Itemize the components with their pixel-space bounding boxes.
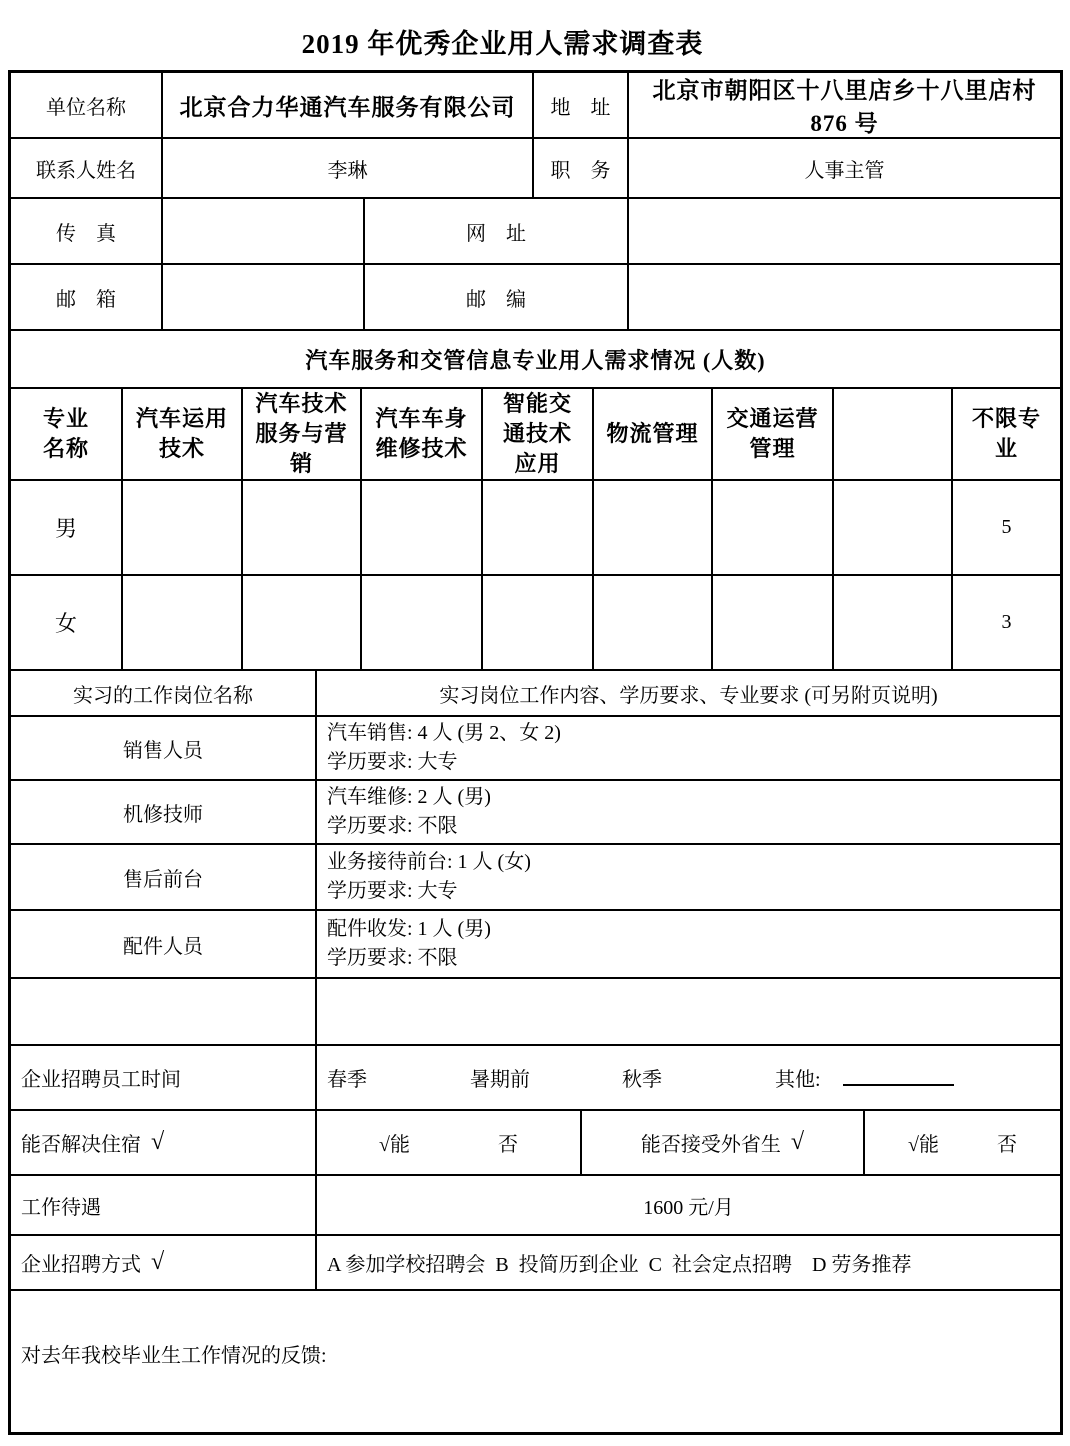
out-of-province-label: 能否接受外省生 <box>640 1134 781 1156</box>
column-header-intelligent-transport: 智能交通技术应用 <box>483 389 594 479</box>
column-header-auto-body-repair: 汽车车身维修技术 <box>362 389 483 479</box>
female-count-cell <box>834 576 953 669</box>
zipcode-label: 邮 编 <box>365 265 629 329</box>
unit-name-label: 单位名称 <box>11 73 163 137</box>
recruit-time-options <box>317 1046 1060 1109</box>
email-label: 邮 箱 <box>11 265 163 329</box>
out-of-province-label-cell <box>582 1111 865 1174</box>
checkmark-icon: √ <box>151 1249 165 1275</box>
internship-detail-line1: 业务接待前台: 1 人 (女) <box>327 851 531 873</box>
job-title-value: 人事主管 <box>804 159 885 182</box>
table-row <box>11 389 1060 481</box>
male-count-cell <box>483 481 594 574</box>
internship-row <box>11 781 1060 845</box>
page-title: 2019 年优秀企业用人需求调查表 <box>301 29 704 59</box>
column-header-auto-service-marketing: 汽车技术服务与营销 <box>243 389 362 479</box>
column-header-transport-operation: 交通运营管理 <box>713 389 834 479</box>
email-field <box>163 265 365 329</box>
internship-detail-line2: 学历要求: 不限 <box>327 815 458 837</box>
female-count-cell <box>243 576 362 669</box>
female-row-label: 女 <box>11 576 123 669</box>
fax-label: 传 真 <box>11 199 163 263</box>
table-row <box>11 139 1060 199</box>
salary-label: 工作待遇 <box>11 1176 317 1234</box>
out-of-province-yes-option: √能 <box>908 1134 939 1156</box>
internship-row <box>11 717 1060 781</box>
internship-detail <box>317 781 1060 843</box>
internship-detail <box>317 979 1060 1044</box>
option-summer: 暑期前 <box>470 1069 530 1091</box>
internship-position: 机修技师 <box>11 781 317 843</box>
male-row-label: 男 <box>11 481 123 574</box>
job-title-label: 职 务 <box>534 139 629 197</box>
survey-form-table <box>8 70 1063 1435</box>
address-value <box>629 73 1060 137</box>
recruit-method-label: 企业招聘方式 <box>21 1254 141 1276</box>
internship-detail <box>317 717 1060 779</box>
internship-detail-line2: 学历要求: 大专 <box>327 880 458 902</box>
feedback-label: 对去年我校毕业生工作情况的反馈: <box>21 1345 327 1367</box>
column-header-major-name: 专业名称 <box>11 389 123 479</box>
column-header-any-major: 不限专业 <box>971 406 1041 461</box>
demand-section-header: 汽车服务和交管信息专业用人需求情况 (人数) <box>305 347 766 373</box>
checkmark-icon: √ <box>151 1129 165 1155</box>
internship-position: 配件人员 <box>11 911 317 977</box>
table-row <box>11 1176 1060 1236</box>
internship-detail-line1: 汽车维修: 2 人 (男) <box>327 786 491 808</box>
option-other-label: 其他: <box>775 1069 821 1091</box>
internship-detail-line1: 汽车销售: 4 人 (男 2、女 2) <box>327 722 561 744</box>
male-count-cell <box>713 481 834 574</box>
male-count-cell <box>243 481 362 574</box>
internship-position-header: 实习的工作岗位名称 <box>11 671 317 715</box>
table-row <box>11 265 1060 331</box>
option-autumn: 秋季 <box>622 1069 662 1091</box>
male-unlimited-count: 5 <box>1001 516 1012 538</box>
female-count-cell <box>713 576 834 669</box>
internship-position <box>11 979 317 1044</box>
housing-label: 能否解决住宿 <box>21 1134 141 1156</box>
unit-name-value: 北京合力华通汽车服务有限公司 <box>163 73 534 137</box>
housing-answer-cell <box>317 1111 582 1174</box>
internship-detail <box>317 845 1060 909</box>
internship-detail-line2: 学历要求: 大专 <box>327 751 458 773</box>
internship-row <box>11 911 1060 979</box>
table-row <box>11 1111 1060 1176</box>
male-count-cell <box>362 481 483 574</box>
table-row-male <box>11 481 1060 576</box>
female-count-cell <box>483 576 594 669</box>
internship-detail-line2: 学历要求: 不限 <box>327 947 458 969</box>
male-count-cell <box>834 481 953 574</box>
contact-name-label: 联系人姓名 <box>11 139 163 197</box>
internship-position: 售后前台 <box>11 845 317 909</box>
contact-name-value: 李琳 <box>163 139 534 197</box>
website-field <box>629 199 1060 263</box>
female-unlimited-count: 3 <box>1001 611 1012 633</box>
internship-position: 销售人员 <box>11 717 317 779</box>
table-row <box>11 199 1060 265</box>
other-blank-line <box>843 1070 954 1086</box>
internship-detail <box>317 911 1060 977</box>
out-of-province-no-option: 否 <box>996 1134 1017 1156</box>
internship-row-empty <box>11 979 1060 1046</box>
option-spring: 春季 <box>327 1069 367 1091</box>
table-row <box>11 73 1060 139</box>
recruit-method-options: A 参加学校招聘会 B 投简历到企业 C 社会定点招聘 D 劳务推荐 <box>327 1254 912 1276</box>
address-label: 地 址 <box>534 73 629 137</box>
female-count-cell <box>123 576 243 669</box>
recruit-method-label-cell <box>11 1236 317 1289</box>
column-header-auto-application: 汽车运用技术 <box>123 389 243 479</box>
male-count-cell <box>594 481 713 574</box>
website-label: 网 址 <box>365 199 629 263</box>
table-row <box>11 1236 1060 1291</box>
table-row <box>11 331 1060 389</box>
zipcode-field <box>629 265 1060 329</box>
internship-detail-line1: 配件收发: 1 人 (男) <box>327 918 491 940</box>
salary-value: 1600 元/月 <box>643 1196 734 1219</box>
male-count-cell <box>123 481 243 574</box>
table-row <box>11 671 1060 717</box>
checkmark-icon: √ <box>790 1129 805 1155</box>
housing-label-cell <box>11 1111 317 1174</box>
recruit-time-label: 企业招聘员工时间 <box>11 1046 317 1109</box>
female-count-cell <box>362 576 483 669</box>
fax-field <box>163 199 365 263</box>
column-header-blank <box>834 389 953 479</box>
internship-row <box>11 845 1060 911</box>
table-row <box>11 1291 1060 1432</box>
address-value-line2: 876 号 <box>810 111 879 136</box>
housing-no-option: 否 <box>497 1134 518 1156</box>
out-of-province-answer-cell <box>865 1111 1060 1174</box>
address-value-line1: 北京市朝阳区十八里店乡十八里店村 <box>652 78 1037 103</box>
female-count-cell <box>594 576 713 669</box>
housing-yes-option: √能 <box>379 1134 410 1156</box>
table-row-female <box>11 576 1060 671</box>
column-header-logistics: 物流管理 <box>594 389 713 479</box>
internship-detail-header: 实习岗位工作内容、学历要求、专业要求 (可另附页说明) <box>439 684 938 707</box>
table-row <box>11 1046 1060 1111</box>
